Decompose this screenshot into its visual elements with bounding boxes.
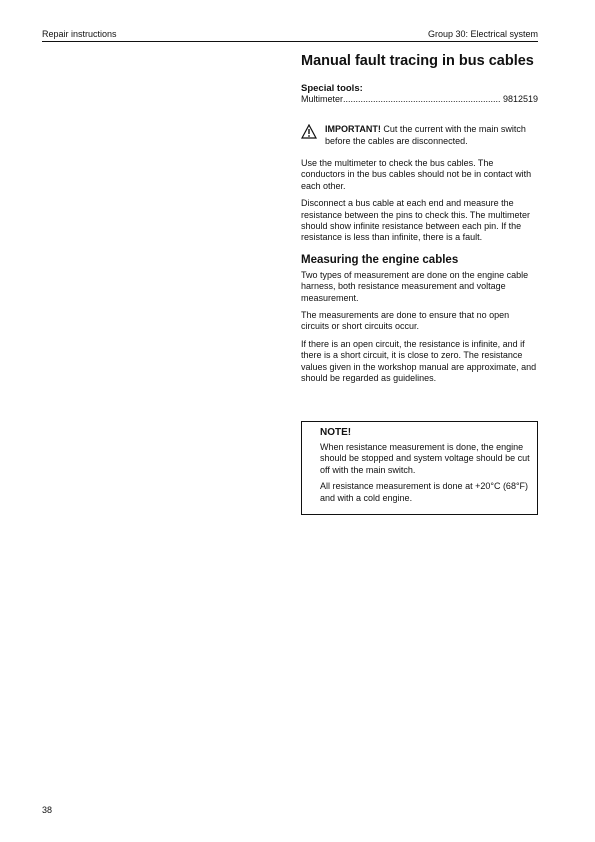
page-title: Manual fault tracing in bus cables	[301, 53, 534, 69]
important-text	[325, 123, 535, 147]
note-paragraph: When resistance measurement is done, the engine should be stopped and system voltage should be cut off with the main switch.	[320, 442, 530, 475]
note-title: NOTE!	[320, 427, 352, 438]
tool-name: Multimeter	[301, 94, 344, 104]
tool-number: 9812519	[502, 94, 538, 104]
important-callout	[301, 123, 538, 147]
section-heading: Measuring the engine cables	[301, 253, 459, 266]
paragraph: Use the multimeter to check the bus cables. The conductors in the bus cables should not be in contact with each other.	[301, 158, 532, 191]
paragraph: Two types of measurement are done on the engine cable harness, both resistance measurement and voltage measurement.	[301, 269, 529, 303]
dot-leader	[343, 94, 501, 105]
paragraph: If there is an open circuit, the resistance is infinite, and if there is a short circuit, it is close to zero. The resistance values given in the workshop manual are approximate, and should be regarded as guidelines.	[301, 338, 537, 384]
main-column	[301, 53, 538, 391]
important-label: IMPORTANT!	[325, 124, 381, 134]
paragraph: The measurements are done to ensure that no open circuits or short circuits occur.	[301, 310, 510, 332]
note-paragraph: All resistance measurement is done at +20°C (68°F) and with a cold engine.	[320, 481, 529, 503]
header-left-text: Repair instructions	[42, 29, 117, 39]
header-right-text: Group 30: Electrical system	[427, 29, 538, 39]
header-divider	[42, 41, 538, 42]
paragraph: Disconnect a bus cable at each end and measure the resistance between the pins to check this. The multimeter should show infinite resistance between each pin. If the resistance is less than infinite, there is a fault.	[301, 198, 530, 243]
special-tool-row	[301, 94, 538, 105]
important-message: Cut the current with the main switch before the cables are disconnected.	[325, 124, 526, 146]
special-tools-heading: Special tools:	[301, 83, 363, 94]
note-box	[301, 421, 538, 515]
warning-triangle-icon	[301, 123, 317, 139]
page-number: 38	[42, 805, 53, 815]
note-body	[320, 442, 530, 509]
